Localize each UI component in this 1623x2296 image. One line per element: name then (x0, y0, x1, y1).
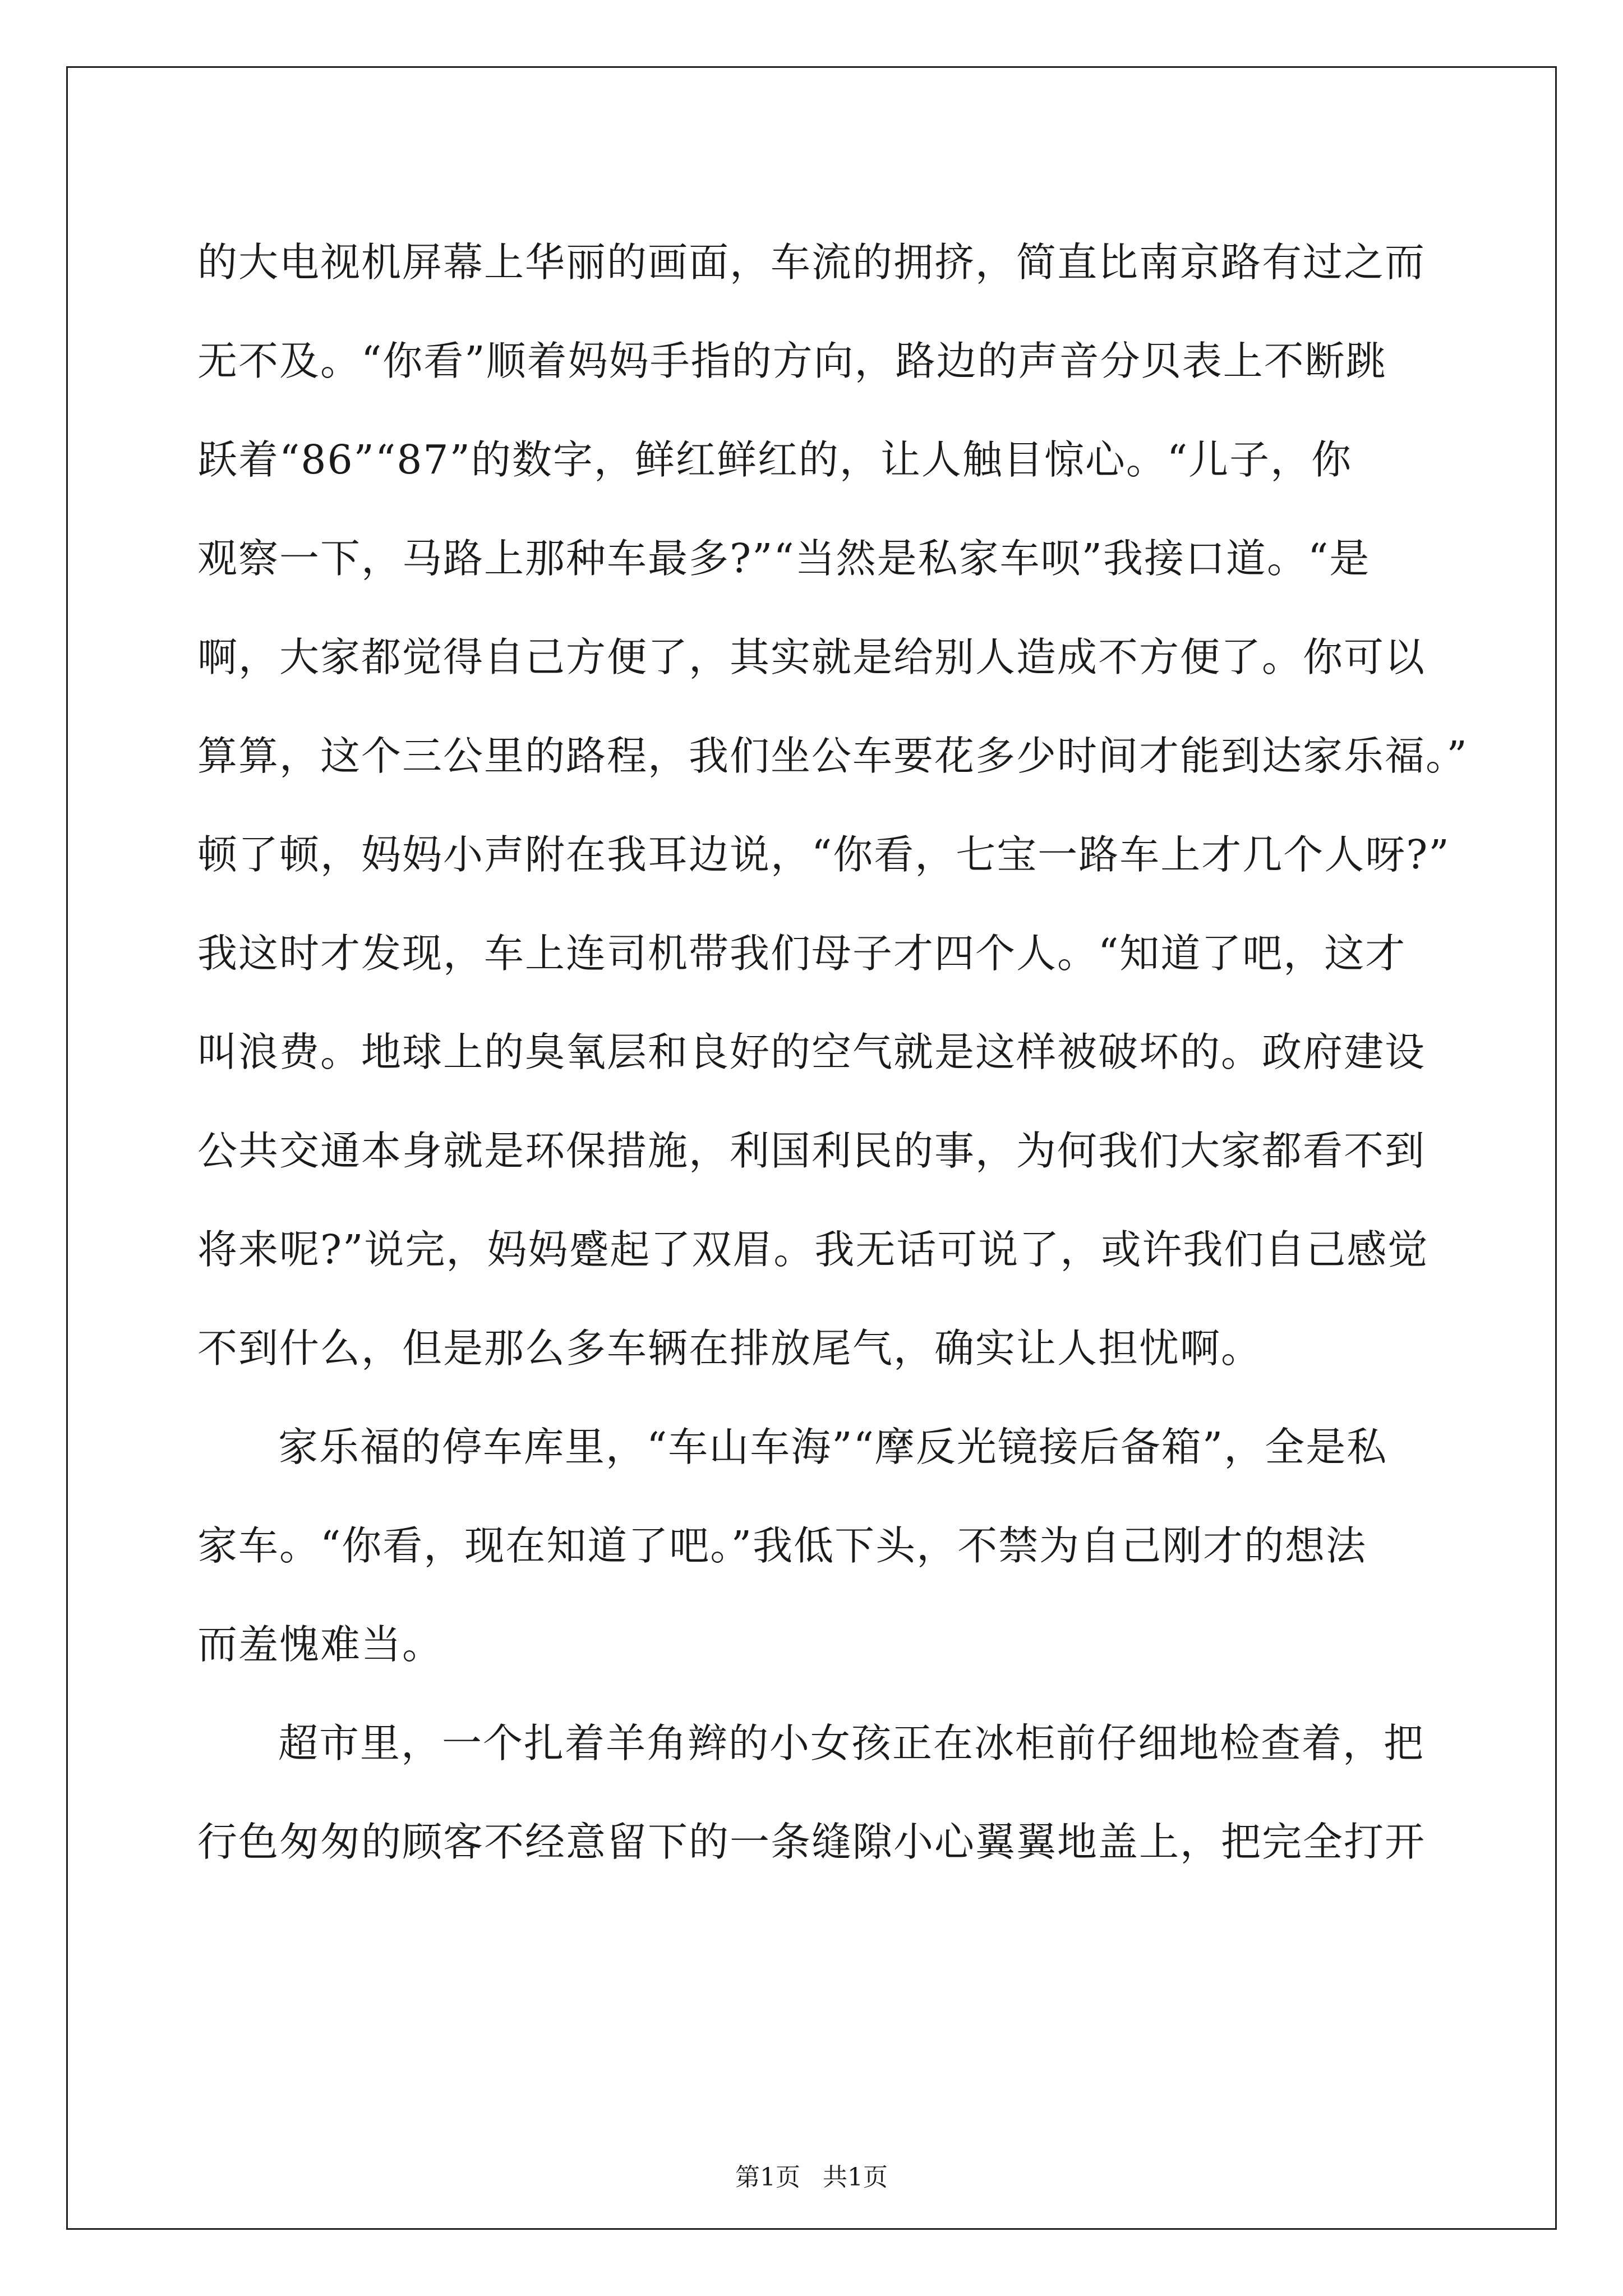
paragraph-1-line-8: 我这时才发现，车上连司机带我们母子才四个人。“知道了吧，这才 (197, 930, 1407, 977)
paragraph-1-line-5: 啊，大家都觉得自己方便了，其实就是给别人造成不方便了。你可以 (197, 634, 1426, 680)
paragraph-2-line-3: 而羞愧难当。 (197, 1621, 444, 1668)
paragraph-1-line-2: 无不及。“你看”顺着妈妈手指的方向，路边的声音分贝表上不断跳 (197, 338, 1387, 384)
page-number: 第1页 (735, 2163, 800, 2192)
paragraph-1-line-6: 算算，这个三公里的路程，我们坐公车要花多少时间才能到达家乐福。” (197, 733, 1468, 779)
paragraph-2-line-2: 家车。“你看，现在知道了吧。”我低下头，不禁为自己刚才的想法 (197, 1522, 1367, 1569)
paragraph-1-line-11: 将来呢?”说完，妈妈蹙起了双眉。我无话可说了，或许我们自己感觉 (197, 1226, 1429, 1273)
paragraph-1-line-4: 观察一下，马路上那种车最多?”“当然是私家车呗”我接口道。“是 (197, 535, 1371, 582)
page-footer (0, 2161, 1623, 2194)
paragraph-1-line-3: 跃着“86”“87”的数字，鲜红鲜红的，让人触目惊心。“儿子，你 (197, 436, 1353, 483)
paragraph-1-line-9: 叫浪费。地球上的臭氧层和良好的空气就是这样被破坏的。政府建设 (197, 1029, 1426, 1075)
page-total: 共1页 (823, 2163, 888, 2192)
paragraph-1-line-12: 不到什么，但是那么多车辆在排放尾气，确实让人担忧啊。 (197, 1325, 1262, 1372)
paragraph-2-line-1: 家乐福的停车库里，“车山车海”“摩反光镜接后备箱”，全是私 (278, 1424, 1388, 1470)
paragraph-1-line-10: 公共交通本身就是环保措施，利国利民的事，为何我们大家都看不到 (197, 1128, 1426, 1174)
paragraph-3-line-1: 超市里，一个扎着羊角辫的小女孩正在冰柜前仔细地检查着，把 (278, 1720, 1425, 1766)
document-body (197, 213, 1468, 1892)
paragraph-1-line-1: 的大电视机屏幕上华丽的画面，车流的拥挤，简直比南京路有过之而 (197, 239, 1426, 286)
paragraph-3-line-2: 行色匆匆的顾客不经意留下的一条缝隙小心翼翼地盖上，把完全打开 (197, 1819, 1426, 1865)
paragraph-1-line-7: 顿了顿，妈妈小声附在我耳边说，“你看，七宝一路车上才几个人呀?” (197, 831, 1450, 878)
